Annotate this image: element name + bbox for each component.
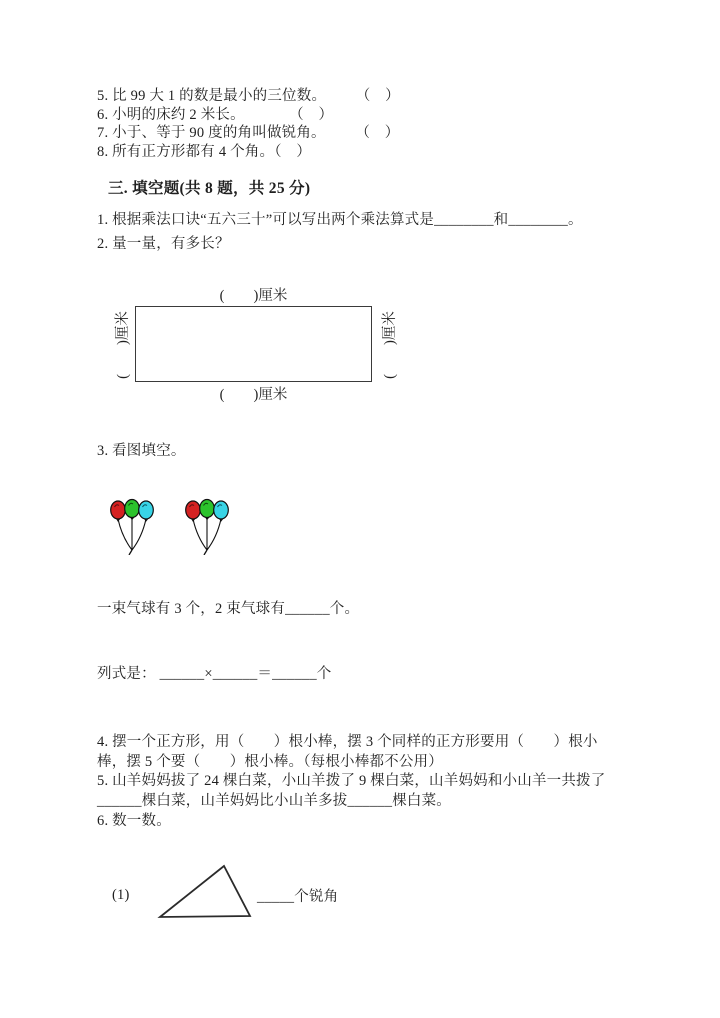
string-tail xyxy=(129,550,132,555)
question-4 xyxy=(97,733,598,773)
balloon-string xyxy=(207,519,221,550)
question-1: 1. 根据乘法口诀“五六三十”可以写出两个乘法算式是________和________。 xyxy=(97,212,583,228)
balloon-cyan-icon xyxy=(139,501,154,519)
measure-left-label: ( )厘米 xyxy=(115,311,131,379)
question-5-line-2: ______棵白菜，山羊妈妈比小山羊多拔______棵白菜。 xyxy=(97,792,451,809)
judge-item-7: 7. 小于、等于 90 度的角叫做锐角。 （ ） xyxy=(97,125,400,142)
balloon-green-icon xyxy=(200,500,215,518)
question-6: 6. 数一数。 xyxy=(97,813,171,829)
balloon-cyan-icon xyxy=(214,501,229,519)
sub-question-1-answer: _____个锐角 xyxy=(257,889,339,905)
question-4-line-2: 棒，摆 5 个要（ ）根小棒。（每根小棒都不公用） xyxy=(97,753,443,770)
measure-right-label: ( )厘米 xyxy=(382,311,398,379)
question-3-formula-line: 列式是： ______×______＝______个 xyxy=(97,666,332,682)
measure-bottom-label: ( )厘米 xyxy=(219,387,288,403)
balloon-string xyxy=(132,519,146,550)
triangle-shape xyxy=(160,866,250,917)
balloon-green-icon xyxy=(125,500,140,518)
question-2: 2. 量一量，有多长？ xyxy=(97,236,230,252)
balloon-bunch-1 xyxy=(109,497,155,555)
string-tail xyxy=(204,550,207,555)
balloon-string xyxy=(118,519,132,550)
measure-rectangle xyxy=(135,306,372,382)
question-4-line-1: 4. 摆一个正方形，用（ ）根小棒，摆 3 个同样的正方形要用（ ）根小 xyxy=(97,734,598,750)
judge-item-6: 6. 小明的床约 2 米长。 （ ） xyxy=(97,106,334,123)
measure-top-label: ( )厘米 xyxy=(219,288,288,304)
sub-question-1-index: (1) xyxy=(112,887,130,903)
judge-item-8: 8. 所有正方形都有 4 个角。（ ） xyxy=(97,144,312,161)
question-3-fill-line: 一束气球有 3 个，2 束气球有______个。 xyxy=(97,601,360,617)
section-title: 三. 填空题(共 8 题，共 25 分) xyxy=(108,180,311,197)
judge-questions-block xyxy=(97,87,400,162)
question-3: 3. 看图填空。 xyxy=(97,443,186,459)
balloon-red-icon xyxy=(111,501,126,519)
judge-item-5: 5. 比 99 大 1 的数是最小的三位数。 （ ） xyxy=(97,88,400,104)
triangle-figure xyxy=(152,858,256,922)
balloon-red-icon xyxy=(186,501,201,519)
balloon-bunch-2 xyxy=(184,497,230,555)
question-5-line-1: 5. 山羊妈妈拔了 24 棵白菜，小山羊拨了 9 棵白菜，山羊妈妈和小山羊一共拨了 xyxy=(97,773,606,789)
question-5 xyxy=(97,772,605,812)
balloon-string xyxy=(193,519,207,550)
